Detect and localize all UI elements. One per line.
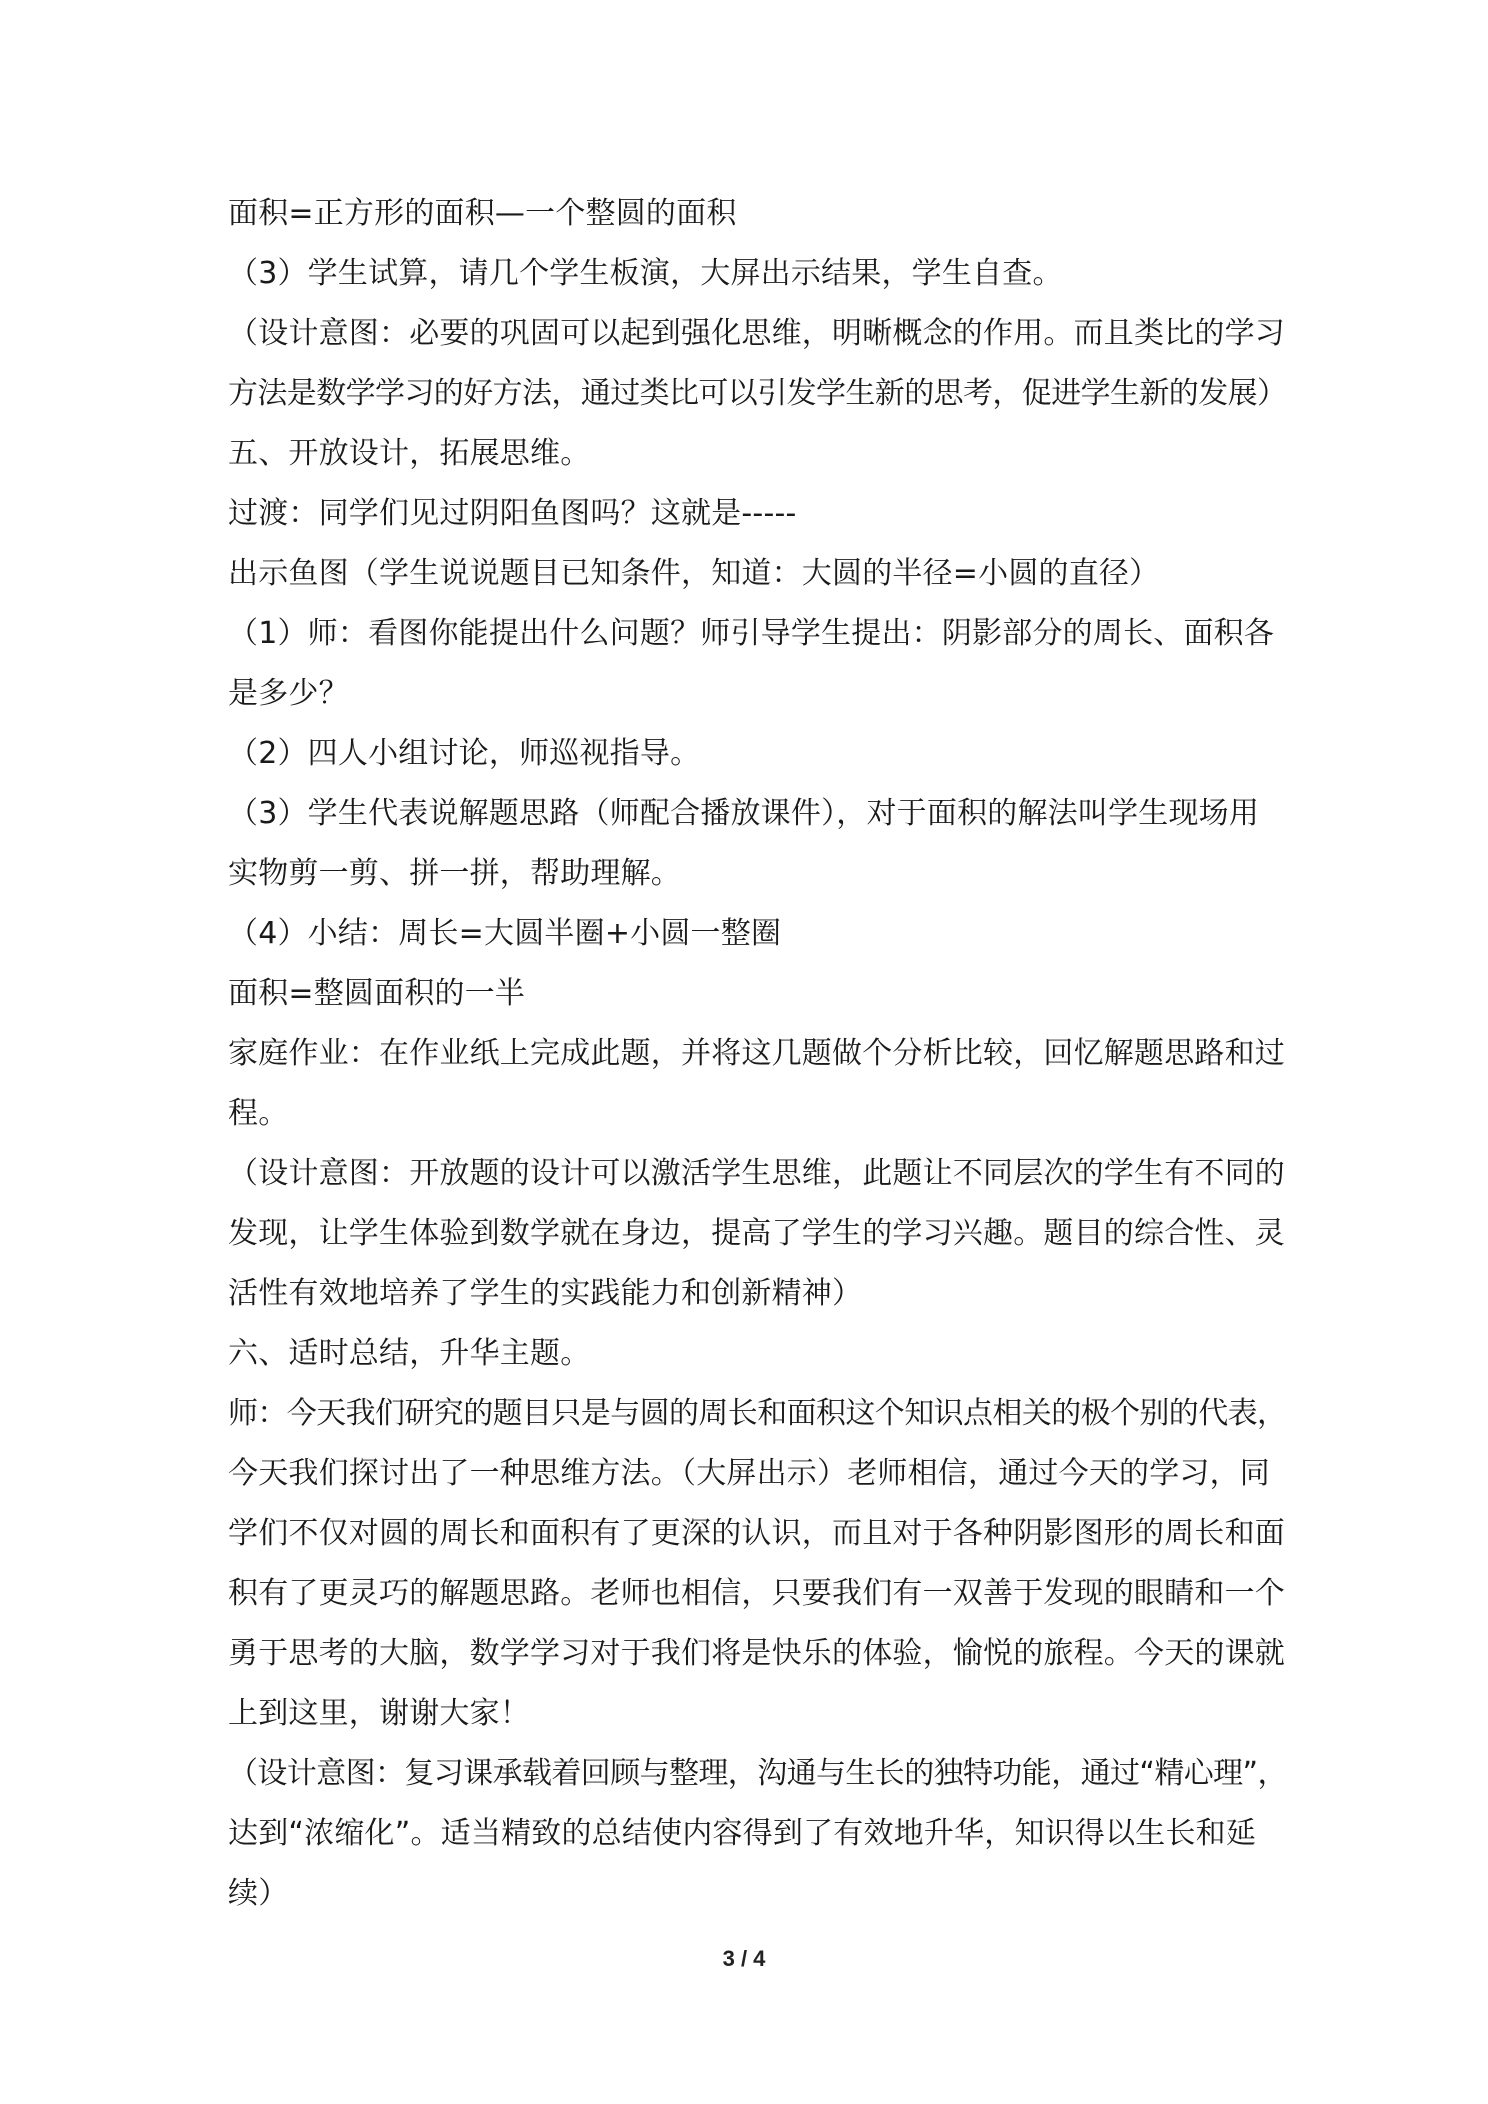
text-line: 续） [228, 1876, 289, 1911]
text-line: 今天我们探讨出了一种思维方法。（大屏出示）老师相信，通过今天的学习，同 [228, 1456, 1270, 1491]
text-line: 出示鱼图（学生说说题目已知条件，知道：大圆的半径=小圆的直径） [228, 556, 1160, 591]
text-line: 勇于思考的大脑，数学学习对于我们将是快乐的体验，愉悦的旅程。今天的课就 [228, 1636, 1285, 1671]
text-line: （3）学生试算，请几个学生板演，大屏出示结果，学生自查。 [228, 256, 1063, 291]
text-line: 方法是数学学习的好方法，通过类比可以引发学生新的思考，促进学生新的发展） [228, 376, 1287, 411]
text-line: 面积=整圆面积的一半 [228, 976, 526, 1011]
text-line: 过渡：同学们见过阴阳鱼图吗？这就是----- [228, 496, 797, 531]
text-line: 学们不仅对圆的周长和面积有了更深的认识，而且对于各种阴影图形的周长和面 [228, 1516, 1285, 1551]
text-line: （4）小结：周长=大圆半圈+小圆一整圈 [228, 916, 782, 951]
text-line: （设计意图：必要的巩固可以起到强化思维，明晰概念的作用。而且类比的学习 [228, 316, 1285, 351]
text-line: 程。 [228, 1096, 289, 1131]
page-number: 3 / 4 [722, 1946, 766, 1971]
text-line: 家庭作业：在作业纸上完成此题，并将这几题做个分析比较，回忆解题思路和过 [228, 1036, 1285, 1071]
text-line: 发现，让学生体验到数学就在身边，提高了学生的学习兴趣。题目的综合性、灵 [228, 1216, 1285, 1251]
text-line: （1）师：看图你能提出什么问题？师引导学生提出：阴影部分的周长、面积各 [228, 616, 1275, 651]
section-heading: 五、开放设计，拓展思维。 [228, 436, 591, 471]
text-line: 面积=正方形的面积—一个整圆的面积 [228, 196, 737, 231]
document-body [228, 184, 1287, 1924]
section-heading: 六、适时总结，升华主题。 [228, 1336, 591, 1371]
text-line: 是多少？ [228, 676, 349, 711]
text-line: 上到这里，谢谢大家！ [228, 1696, 530, 1731]
text-line: （3）学生代表说解题思路（师配合播放课件），对于面积的解法叫学生现场用 [228, 796, 1260, 831]
text-line: （2）四人小组讨论，师巡视指导。 [228, 736, 701, 771]
text-line: （设计意图：开放题的设计可以激活学生思维，此题让不同层次的学生有不同的 [228, 1156, 1285, 1191]
text-line: 活性有效地培养了学生的实践能力和创新精神） [228, 1276, 863, 1311]
text-line: 实物剪一剪、拼一拼，帮助理解。 [228, 856, 681, 891]
text-line: （设计意图：复习课承载着回顾与整理，沟通与生长的独特功能，通过“精心理”， [228, 1756, 1287, 1791]
text-line: 达到“浓缩化”。适当精致的总结使内容得到了有效地升华，知识得以生长和延 [228, 1816, 1257, 1851]
text-line: 积有了更灵巧的解题思路。老师也相信，只要我们有一双善于发现的眼睛和一个 [228, 1576, 1285, 1611]
text-line: 师：今天我们研究的题目只是与圆的周长和面积这个知识点相关的极个别的代表， [228, 1396, 1287, 1431]
